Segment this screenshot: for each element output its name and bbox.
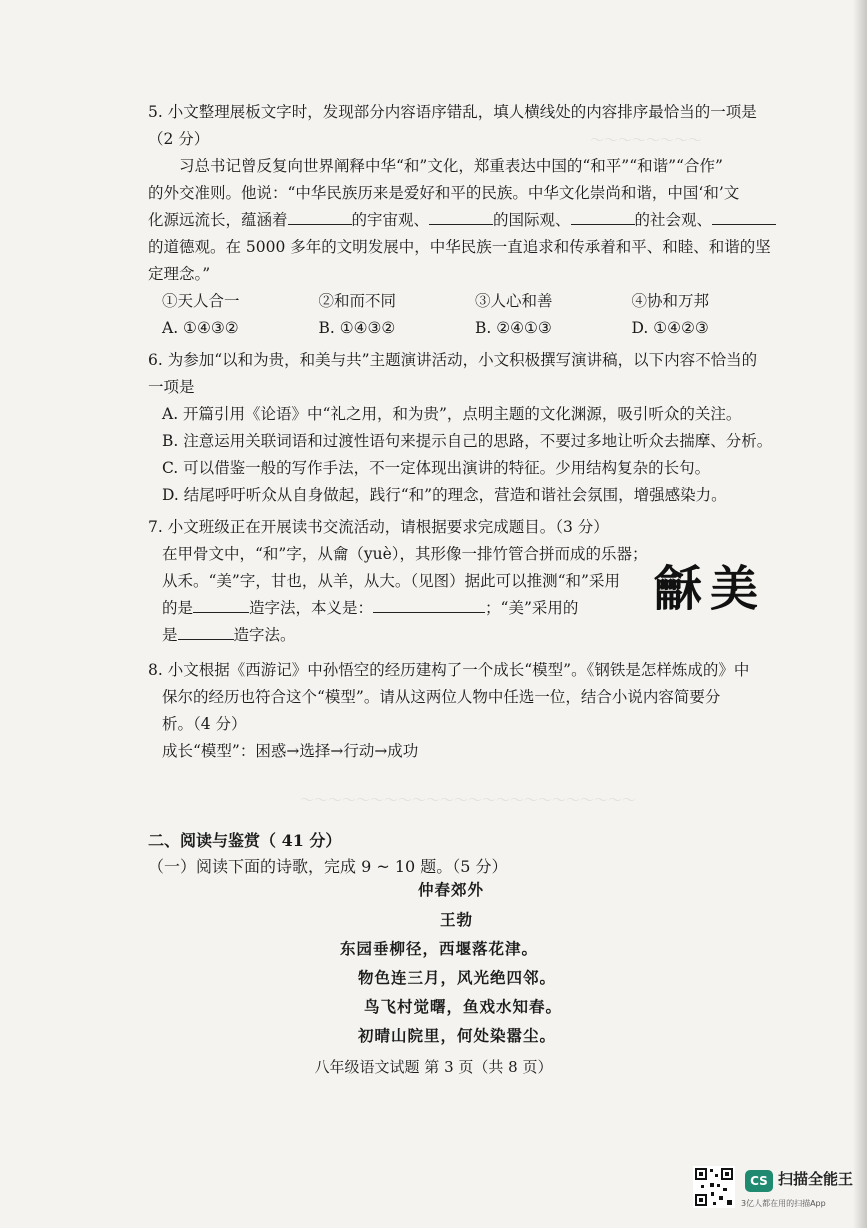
q5-items: [148, 288, 788, 315]
q5-item: ④协和万邦: [631, 292, 710, 310]
section-title: 二、阅读与鉴赏（ 41 分）: [148, 831, 342, 850]
q5-item: ③人心和善: [475, 292, 553, 310]
question-8: [148, 657, 788, 765]
poem-author: 王勃: [440, 911, 474, 929]
q7-text: 在甲骨文中，“和”字，从龠（yuè），其形像一排竹管合拼而成的乐器；: [162, 545, 648, 563]
answer-option: B. ①④③②: [318, 319, 396, 337]
scan-shadow-edge: [853, 0, 867, 1228]
fill-blank: [712, 210, 776, 225]
seal-script-glyphs: [652, 555, 764, 615]
bleed-through-text: ～～～～～～～～: [590, 133, 702, 149]
page-footer: 八年级语文试题 第 3 页（共 8 页）: [314, 1058, 553, 1076]
answer-option: C. 可以借鉴一般的写作手法，不一定体现出演讲的特征。少用结构复杂的长句。: [162, 459, 711, 477]
camscanner-logo-icon: CS: [745, 1170, 773, 1192]
q5-passage-line: 的外交准则。他说：“中华民族历来是爱好和平的民族。中华文化崇尚和谐，中国‘和’文: [148, 184, 740, 202]
fill-blank: [429, 210, 493, 225]
q5-passage-line: 化源远流长，蕴涵着 的宇宙观、 的国际观、 的社会观、: [148, 207, 788, 234]
q5-passage-line: 习总书记曾反复向世界阐释中华“和”文化，郑重表达中国的“和平”“和谐”“合作”: [179, 157, 723, 175]
qr-code-icon: [693, 1166, 735, 1208]
fill-blank: [373, 598, 485, 613]
answer-option: D. 结尾呼吁听众从自身做起，践行“和”的理念，营造和谐社会氛围，增强感染力。: [162, 486, 727, 504]
poem-title: 仲春郊外: [418, 881, 485, 899]
question-5: [148, 99, 788, 342]
q7-stem: 7. 小文班级正在开展读书交流活动，请根据要求完成题目。（3 分）: [148, 518, 609, 536]
q5-passage-line: 的道德观。在 5000 多年的文明发展中，中华民族一直追求和传承着和平、和睦、和谐的坚: [148, 238, 771, 256]
q5-passage-line: 定理念。”: [148, 265, 211, 283]
q6-stem: 一项是: [148, 378, 195, 396]
q5-item: ②和而不同: [318, 292, 397, 310]
answer-option: B. 注意运用关联词语和过渡性语句来提示自己的思路，不要过多地让听众去揣摩、分析。: [162, 432, 773, 450]
q7-text: 的是 造字法，本义是： ；“美”采用的: [162, 599, 579, 617]
scanner-app-name: 扫描全能王: [778, 1170, 854, 1188]
svg-text:龢: 龢: [654, 561, 703, 615]
fill-blank: [178, 625, 234, 640]
q7-text: 从禾。“美”字，甘也，从羊，从大。（见图）据此可以推测“和”采用: [162, 572, 620, 590]
fill-blank: [193, 598, 249, 613]
bleed-through-text: ～～～～～～～～～～～～～～～～～～～～～～～～: [300, 793, 636, 809]
q8-stem: 保尔的经历也符合这个“模型”。请从这两位人物中任选一位，结合小说内容简要分: [162, 688, 721, 706]
ancient-characters-image: [652, 555, 764, 615]
answer-option: A. ①④③②: [162, 319, 239, 337]
poem-line: 初晴山院里，何处染嚣尘。: [358, 1027, 557, 1045]
q5-item: ①天人合一: [162, 292, 240, 310]
fill-blank: [571, 210, 635, 225]
q8-stem: 析。（4 分）: [162, 715, 247, 733]
fill-blank: [288, 210, 352, 225]
svg-text:美: 美: [710, 561, 759, 615]
section-subtitle: （一）阅读下面的诗歌，完成 9 ~ 10 题。（5 分）: [148, 857, 508, 876]
poem-line: 鸟飞村觉曙，鱼戏水知春。: [364, 998, 563, 1016]
q8-model: 成长“模型”：困惑→选择→行动→成功: [162, 742, 419, 760]
scanner-tagline: 3亿人都在用的扫描App: [741, 1199, 826, 1208]
q6-stem: 6. 为参加“以和为贵，和美与共”主题演讲活动，小文积极撰写演讲稿，以下内容不恰当的: [148, 351, 758, 369]
q5-stem: 5. 小文整理展板文字时，发现部分内容语序错乱，填人横线处的内容排序最恰当的一项是: [148, 103, 757, 121]
answer-option: B. ②④①③: [475, 319, 552, 337]
poem-line: 物色连三月，风光绝四邻。: [358, 969, 557, 987]
q7-text: 是 造字法。: [162, 626, 296, 644]
q5-score: （2 分）: [148, 130, 210, 148]
answer-option: A. 开篇引用《论语》中“礼之用，和为贵”，点明主题的文化渊源，吸引听众的关注。: [162, 405, 742, 423]
q8-stem: 8. 小文根据《西游记》中孙悟空的经历建构了一个成长“模型”。《钢铁是怎样炼成的》中: [148, 661, 750, 679]
answer-option: D. ①④②③: [631, 319, 709, 337]
question-6: [148, 347, 788, 509]
poem-line: 东园垂柳径，西堰落花津。: [340, 940, 539, 958]
q5-answers: [148, 315, 788, 342]
